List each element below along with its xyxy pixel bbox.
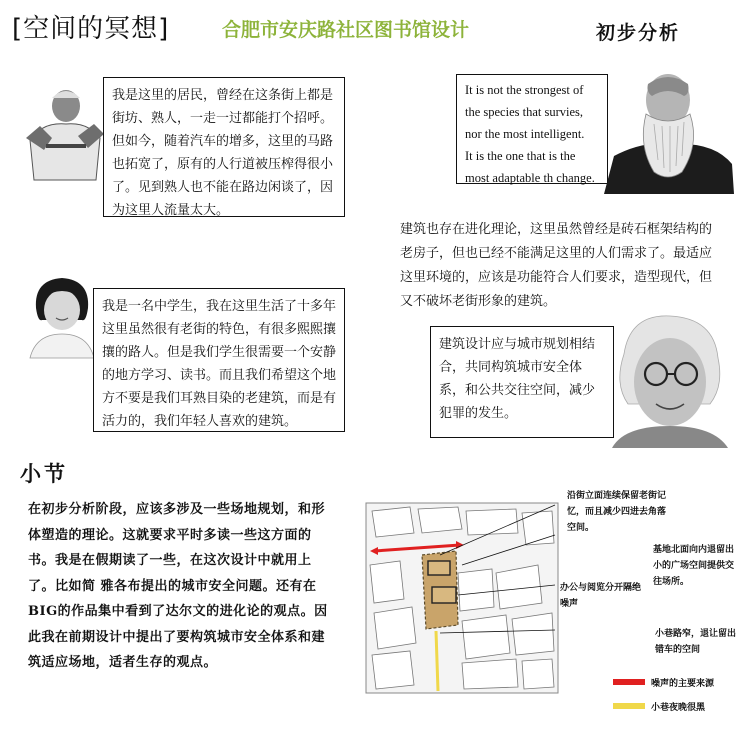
darwin-quote-line: most adaptable th change. bbox=[465, 171, 595, 185]
header-subtitle: 合肥市安庆路社区图书馆设计 bbox=[222, 19, 470, 41]
summary-text: 在初步分析阶段，应该多涉及一些场地规划，和形体塑造的理论。这就要求平时多读一些这方面的书。我是在假期读了一些，在这次设计中就用上了。比如简 雅各布提出的城市安全问题。还有在BIG的作品集中看到了达尔文的进化论的观点。因此我在前期设计中提出了要构筑城市安全体系和建筑适应场地，适者生存的观点。 bbox=[28, 502, 328, 670]
darwin-quote-line: It is not the strongest of bbox=[465, 83, 584, 97]
site-note-noise: 办公与阅览分开隔绝噪声 bbox=[560, 583, 642, 609]
resident-quote-text: 我是这里的居民，曾经在这条街上都是街坊、熟人，一走一过都能打个招呼。但如今，随着汽车的增多，这里的马路也拓宽了，原有的人行道被压榨得很小了。见到熟人也不能在路边闲谈了，因为这里人流量太大。 bbox=[112, 88, 334, 218]
student-quote-text: 我是一名中学生，我在这里生活了十多年这里虽然很有老街的特色，有很多熙熙攘攘的路人。但是我们学生很需要一个安静的地方学习、读书。而且我们希望这个地方不要是我们耳熟目染的老建筑，而是有活力的，我们年轻人喜欢的建筑。 bbox=[102, 299, 337, 429]
evolution-paragraph: 建筑也存在进化理论，这里虽然曾经是砖石框架结构的老房子，但也已经不能满足这里的人们需求了。最适应这里环境的，应该是功能符合人们要求，造型现代，但又不破坏老街形象的建筑。 bbox=[400, 222, 713, 309]
section-heading: 初步分析 bbox=[596, 22, 681, 44]
legend-yellow-label: 小巷夜晚很黑 bbox=[651, 703, 706, 713]
darwin-quote-line: nor the most intelligent. bbox=[465, 127, 585, 141]
darwin-quote-line: It is the one that is the bbox=[465, 149, 576, 163]
site-note-facade: 沿街立面连续保留老街记忆，而且减少四进去角落空间。 bbox=[567, 491, 667, 533]
summary-title: 小节 bbox=[20, 461, 68, 486]
legend-red-label: 噪声的主要来源 bbox=[651, 679, 715, 689]
jacobs-quote-text: 建筑设计应与城市规划相结合，共同构筑城市安全体系，和公共交往空间，减少犯罪的发生。 bbox=[439, 337, 596, 421]
legend-red-swatch bbox=[613, 679, 645, 685]
header-title: [空间的冥想] bbox=[12, 14, 170, 44]
site-note-plaza: 基地北面向内退留出小的广场空间提供交往场所。 bbox=[653, 545, 735, 587]
site-note-alley: 小巷路窄，退让留出错车的空间 bbox=[655, 629, 737, 655]
legend-yellow-swatch bbox=[613, 703, 645, 709]
darwin-quote-line: the species that survies, bbox=[465, 105, 584, 119]
